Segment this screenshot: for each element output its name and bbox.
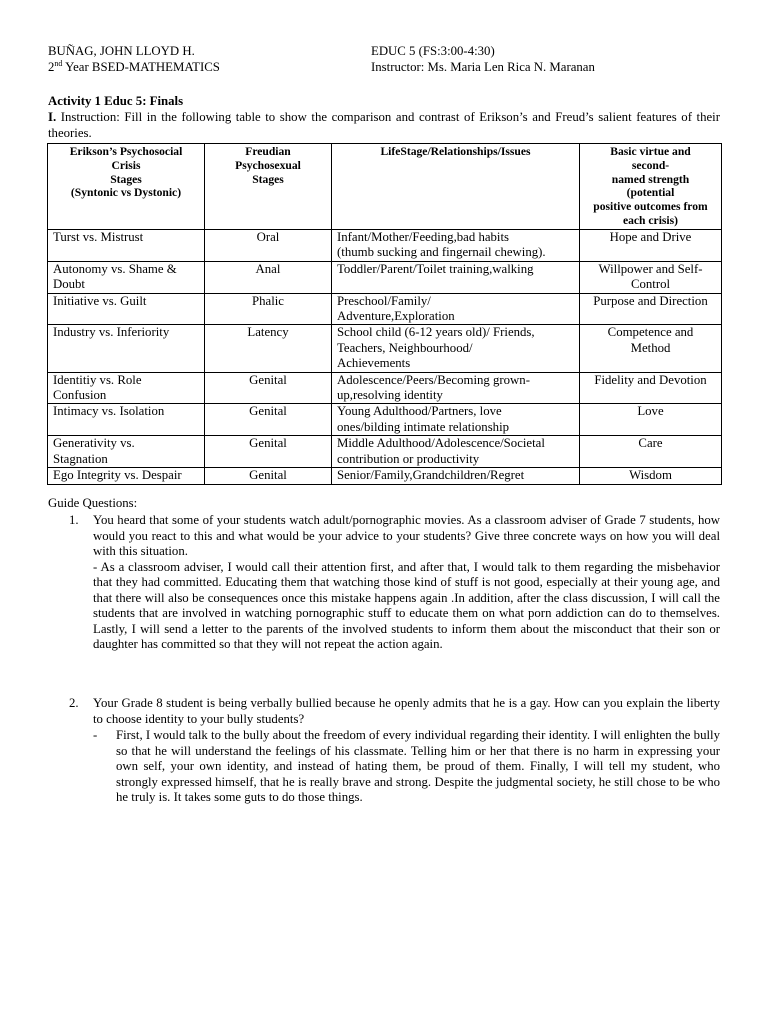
table-row — [48, 436, 722, 468]
table-header-row — [48, 144, 722, 230]
answer-2-text: First, I would talk to the bully about the freedom of every individual regarding their identity. I will enlighten the bully so that he will understand the feelings of his classmate. Telling him or her that there is no harm in expressing your own self, your own identity, and instead of hating them, be proud of them. Finally, I will tell my student, who strongly expressed himself, that he is really brave and strong. Despite the judgmental society, he still chose to be who he truly is. It takes some guts to do those things. — [116, 728, 720, 804]
lifestage-cell: Toddler/Parent/Toilet training,walking — [332, 261, 580, 293]
crisis-cell: Turst vs. Mistrust — [48, 230, 205, 262]
activity-title: Activity 1 Educ 5: Finals — [48, 94, 184, 108]
lifestage-cell: Senior/Family,Grandchildren/Regret — [332, 468, 580, 484]
virtue-cell: Wisdom — [580, 468, 722, 484]
freud-stage-cell: Phalic — [205, 293, 332, 325]
question-1-text: You heard that some of your students watch adult/pornographic movies. As a classroom adviser of Grade 7 students, how would you react to this and what would be your advice to your students? Give three concrete ways on how you will deal with this situation. — [93, 513, 720, 558]
freud-stage-cell: Oral — [205, 230, 332, 262]
year-number: 2 — [48, 60, 55, 74]
lifestage-cell: Preschool/Family/ Adventure,Exploration — [332, 293, 580, 325]
lifestage-cell: Infant/Mother/Feeding,bad habits (thumb sucking and fingernail chewing). — [332, 230, 580, 262]
crisis-cell: Identitiy vs. Role Confusion — [48, 372, 205, 404]
answer-2-dash: - — [93, 728, 98, 742]
year-ordinal: nd — [54, 59, 63, 68]
question-1 — [93, 513, 720, 653]
comparison-table — [47, 143, 722, 485]
lifestage-cell: Adolescence/Peers/Becoming grown- up,resolving identity — [332, 372, 580, 404]
crisis-cell: Initiative vs. Guilt — [48, 293, 205, 325]
table-row — [48, 468, 722, 484]
header-lifestage: LifeStage/Relationships/Issues — [332, 144, 580, 230]
instruction-text: Instruction: Fill in the following table to show the comparison and contrast of Erikson’s and Freud’s salient features of their theories. — [48, 110, 720, 140]
guide-questions-label: Guide Questions: — [48, 496, 138, 510]
lifestage-cell: School child (6-12 years old)/ Friends, Teachers, Neighbourhood/ Achievements — [332, 325, 580, 372]
table-row — [48, 230, 722, 262]
freud-stage-cell: Anal — [205, 261, 332, 293]
course-schedule: EDUC 5 (FS:3:00-4:30) — [371, 44, 495, 58]
crisis-cell: Generativity vs. Stagnation — [48, 436, 205, 468]
answer-1-text: - As a classroom adviser, I would call their attention first, and after that, I would talk to them regarding the misbehavior that they had committed. Educating them that watching those kind of stuff is not good, especially at their young age, and that there will also be consequences once this mistake happens again .In addition, after the class discussion, I will call the students that are involved in watching pornographic stuff to educate them on what porn addiction can do to themselves. Lastly, I will send a letter to the parents of the involved students to inform them about the misconduct that their son or daughter has committed so that they will not repeat the action again. — [93, 559, 720, 651]
instruction — [48, 110, 720, 141]
freud-stage-cell: Genital — [205, 468, 332, 484]
question-2-text: Your Grade 8 student is being verbally bullied because he openly admits that he is a gay. How can you explain the liberty to choose identity to your bully students? — [93, 696, 720, 726]
program: Year BSED-MATHEMATICS — [62, 60, 220, 74]
lifestage-cell: Middle Adulthood/Adolescence/Societal contribution or productivity — [332, 436, 580, 468]
table-row — [48, 325, 722, 372]
virtue-cell: Care — [580, 436, 722, 468]
crisis-cell: Industry vs. Inferiority — [48, 325, 205, 372]
question-2-number: 2. — [69, 696, 79, 710]
virtue-cell: Hope and Drive — [580, 230, 722, 262]
crisis-cell: Autonomy vs. Shame & Doubt — [48, 261, 205, 293]
instructor: Instructor: Ms. Maria Len Rica N. Maranan — [371, 60, 595, 74]
table-row — [48, 261, 722, 293]
crisis-cell: Ego Integrity vs. Despair — [48, 468, 205, 484]
header-erikson: Erikson’s Psychosocial Crisis Stages (Syntonic vs Dystonic) — [48, 144, 205, 230]
crisis-cell: Intimacy vs. Isolation — [48, 404, 205, 436]
table-row — [48, 372, 722, 404]
virtue-cell: Love — [580, 404, 722, 436]
header-virtue: Basic virtue and second- named strength (potential positive outcomes from each crisis) — [580, 144, 722, 230]
header-freud: Freudian Psychosexual Stages — [205, 144, 332, 230]
virtue-cell: Purpose and Direction — [580, 293, 722, 325]
year-program — [48, 60, 220, 76]
freud-stage-cell: Genital — [205, 404, 332, 436]
freud-stage-cell: Latency — [205, 325, 332, 372]
instruction-number: I. — [48, 110, 57, 124]
freud-stage-cell: Genital — [205, 436, 332, 468]
table-row — [48, 293, 722, 325]
virtue-cell: Willpower and Self- Control — [580, 261, 722, 293]
lifestage-cell: Young Adulthood/Partners, love ones/bilding intimate relationship — [332, 404, 580, 436]
freud-stage-cell: Genital — [205, 372, 332, 404]
virtue-cell: Competence and Method — [580, 325, 722, 372]
virtue-cell: Fidelity and Devotion — [580, 372, 722, 404]
question-1-number: 1. — [69, 513, 79, 527]
student-name: BUÑAG, JOHN LLOYD H. — [48, 44, 195, 58]
table-row — [48, 404, 722, 436]
